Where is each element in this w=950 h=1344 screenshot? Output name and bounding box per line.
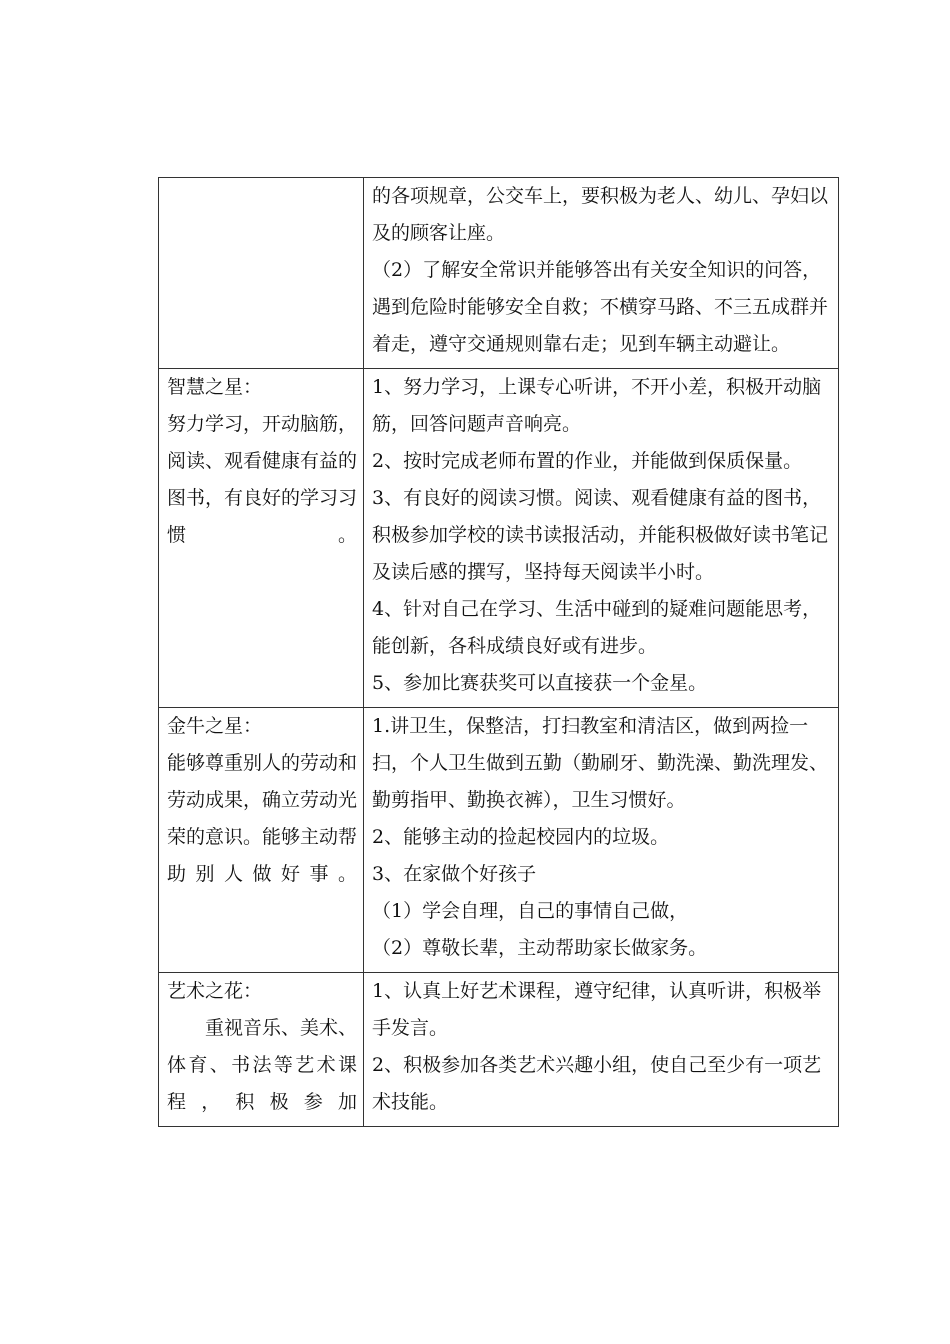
criteria-item: 5、参加比赛获奖可以直接获一个金星。 xyxy=(372,672,708,694)
criteria-cell xyxy=(364,369,839,708)
criteria-item: 2、按时完成老师布置的作业，并能做到保质保量。 xyxy=(372,450,803,472)
table-row xyxy=(159,178,839,369)
criteria-item: 3、在家做个好孩子 xyxy=(372,863,537,885)
category-title: 艺术之花： xyxy=(167,980,263,1002)
table-row xyxy=(159,973,839,1127)
criteria-item: 1、认真上好艺术课程，遵守纪律，认真听讲，积极举手发言。 xyxy=(372,980,822,1039)
table-row xyxy=(159,369,839,708)
category-description: 能够尊重别人的劳动和劳动成果，确立劳动光荣的意识。能够主动帮助别人做好事。 xyxy=(167,752,358,885)
category-title: 金牛之星： xyxy=(167,715,263,737)
category-description: 努力学习，开动脑筋，阅读、观看健康有益的图书，有良好的学习习惯。 xyxy=(167,413,358,546)
criteria-item: （2）了解安全常识并能够答出有关安全知识的问答，遇到危险时能够安全自救；不横穿马路、不三五成群并着走，遵守交通规则靠右走；见到车辆主动避让。 xyxy=(372,259,829,355)
criteria-item: 3、有良好的阅读习惯。阅读、观看健康有益的图书，积极参加学校的读书读报活动，并能积极做好读书笔记及读后感的撰写，坚持每天阅读半小时。 xyxy=(372,487,829,583)
category-description: 重视音乐、美术、体育、书法等艺术课程，积极参加 xyxy=(167,1017,358,1113)
criteria-cell xyxy=(364,973,839,1127)
criteria-cell xyxy=(364,178,839,369)
criteria-item: 2、能够主动的捡起校园内的垃圾。 xyxy=(372,826,670,848)
criteria-cell xyxy=(364,708,839,973)
category-cell xyxy=(159,369,364,708)
category-cell xyxy=(159,178,364,369)
table-row xyxy=(159,708,839,973)
criteria-item: 2、积极参加各类艺术兴趣小组，使自己至少有一项艺术技能。 xyxy=(372,1054,822,1113)
criteria-item: 4、针对自己在学习、生活中碰到的疑难问题能思考，能创新，各科成绩良好或有进步。 xyxy=(372,598,822,657)
criteria-item: 1、努力学习，上课专心听讲，不开小差，积极开动脑筋，回答问题声音响亮。 xyxy=(372,376,822,435)
criteria-item: 1.讲卫生，保整洁，打扫教室和清洁区，做到两捡一扫，个人卫生做到五勤（勤刷牙、勤洗澡、勤洗理发、勤剪指甲、勤换衣裤），卫生习惯好。 xyxy=(372,715,829,811)
criteria-item: 的各项规章，公交车上，要积极为老人、幼儿、孕妇以及的顾客让座。 xyxy=(372,185,829,244)
criteria-item: （1）学会自理，自己的事情自己做， xyxy=(372,900,689,922)
criteria-item: （2）尊敬长辈，主动帮助家长做家务。 xyxy=(372,937,708,959)
criteria-table xyxy=(158,177,839,1127)
category-cell xyxy=(159,708,364,973)
category-title: 智慧之星： xyxy=(167,376,263,398)
category-cell xyxy=(159,973,364,1127)
